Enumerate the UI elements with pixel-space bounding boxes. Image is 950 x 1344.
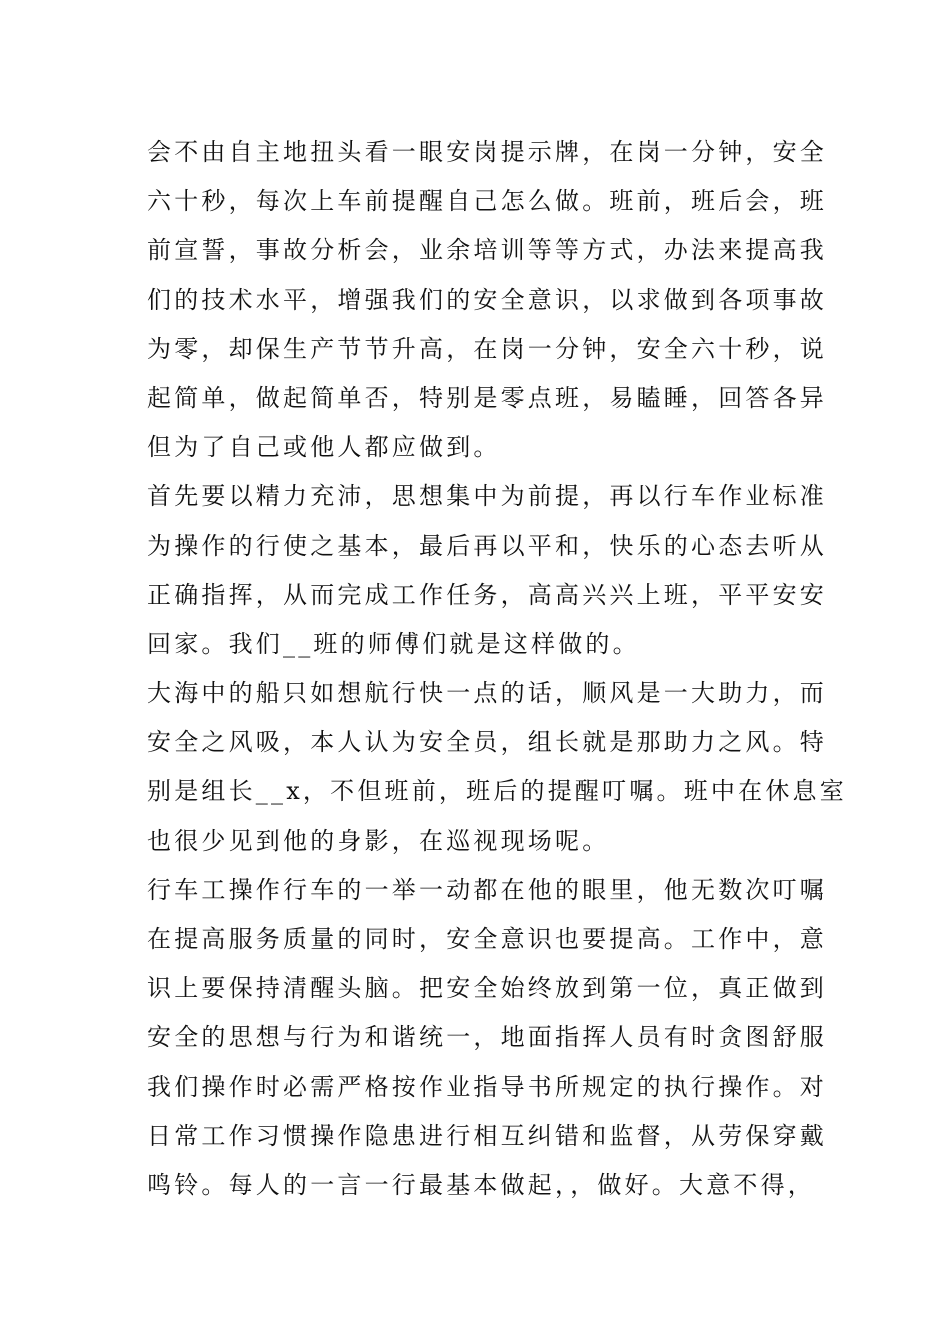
- text-line: 我们操作时必需严格按作业指导书所规定的执行操作。对: [147, 1072, 827, 1101]
- text-line: 安全之风吸，本人认为安全员，组长就是那助力之风。特: [147, 728, 827, 757]
- text-line: 也很少见到他的身影，在巡视现场呢。: [147, 826, 610, 855]
- text-line: 安全的思想与行为和谐统一，地面指挥人员有时贪图舒服: [147, 1023, 827, 1052]
- text-line: 起简单，做起简单否，特别是零点班，易瞌睡，回答各异: [147, 383, 827, 412]
- text-line: 回家。我们__班的师傅们就是这样做的。: [147, 629, 640, 658]
- text-line: 为零，却保生产节节升高，在岗一分钟，安全六十秒，说: [147, 334, 827, 363]
- text-line: 行车工操作行车的一举一动都在他的眼里，他无数次叮嘱: [147, 875, 827, 904]
- text-line: 们的技术水平，增强我们的安全意识，以求做到各项事故: [147, 285, 827, 314]
- body-text: [147, 128, 847, 1210]
- text-line: 日常工作习惯操作隐患进行相互纠错和监督，从劳保穿戴: [147, 1121, 827, 1150]
- text-line: 识上要保持清醒头脑。把安全始终放到第一位，真正做到: [147, 974, 827, 1003]
- text-line: 前宣誓，事故分析会，业余培训等等方式，办法来提高我: [147, 236, 827, 265]
- text-line: 会不由自主地扭头看一眼安岗提示牌，在岗一分钟，安全: [147, 138, 827, 166]
- text-line: 但为了自己或他人都应做到。: [147, 433, 501, 462]
- text-line: 在提高服务质量的同时，安全意识也要提高。工作中，意: [147, 925, 827, 953]
- text-line: 正确指挥，从而完成工作任务，高高兴兴上班，平平安安: [147, 580, 827, 609]
- text-line: 为操作的行使之基本，最后再以平和，快乐的心态去听从: [147, 531, 827, 560]
- text-line: 六十秒，每次上车前提醒自己怎么做。班前，班后会，班: [147, 187, 827, 216]
- text-line: 别是组长__x，不但班前，班后的提醒叮嘱。班中在休息室: [147, 777, 847, 806]
- text-line: 首先要以精力充沛，思想集中为前提，再以行车作业标准: [147, 482, 827, 511]
- text-line: 鸣铃。每人的一言一行最基本做起，，做好。大意不得，: [147, 1170, 815, 1199]
- text-line: 大海中的船只如想航行快一点的话，顺风是一大助力，而: [147, 679, 827, 708]
